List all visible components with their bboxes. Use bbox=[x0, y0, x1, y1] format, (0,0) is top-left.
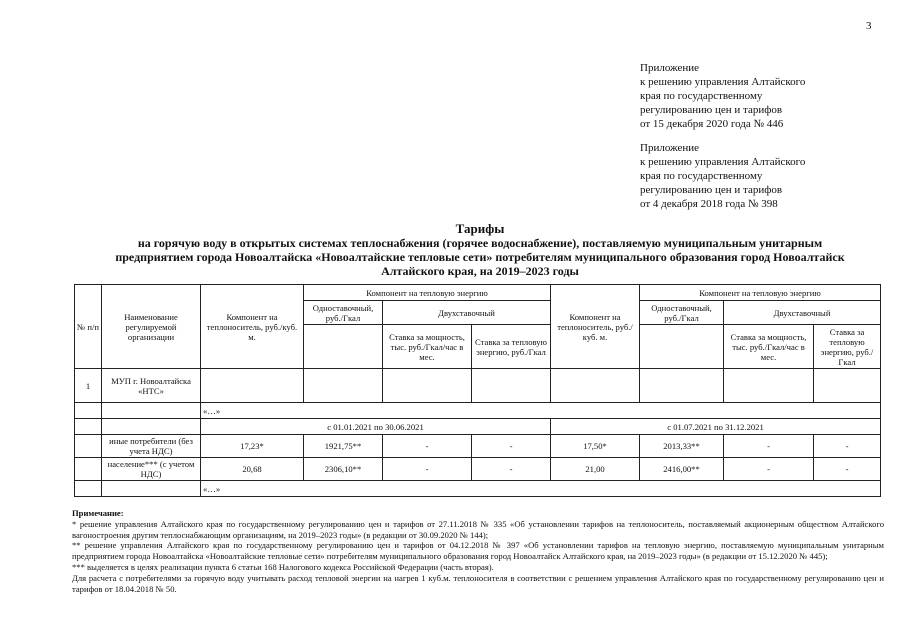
header-number: № п/п bbox=[75, 285, 102, 369]
header-two-rate: Двухставочный bbox=[724, 301, 881, 325]
tariff-value: 21,00 bbox=[551, 458, 640, 481]
appendix-line: Приложение bbox=[640, 142, 700, 154]
empty-cell bbox=[75, 481, 102, 497]
appendix-block-2 bbox=[640, 141, 890, 211]
tariff-value: 2306,10** bbox=[304, 458, 383, 481]
empty-cell bbox=[472, 369, 551, 403]
empty-cell bbox=[201, 369, 304, 403]
empty-cell bbox=[304, 369, 383, 403]
document-title bbox=[60, 222, 900, 278]
tariff-value: - bbox=[814, 435, 881, 458]
tariff-value: 20,68 bbox=[201, 458, 304, 481]
tariff-table bbox=[74, 284, 881, 497]
empty-cell bbox=[102, 419, 201, 435]
row-number: 1 bbox=[75, 369, 102, 403]
title-line: Тарифы bbox=[455, 221, 505, 236]
empty-cell bbox=[383, 369, 472, 403]
tariff-value: - bbox=[383, 458, 472, 481]
empty-cell bbox=[75, 458, 102, 481]
empty-cell bbox=[75, 403, 102, 419]
header-carrier-component: Компонент на теплоноситель, руб./куб. м. bbox=[201, 285, 304, 369]
appendix-line: к решению управления Алтайского bbox=[640, 156, 806, 168]
header-organization: Наименование регулируемой организации bbox=[102, 285, 201, 369]
header-carrier-component: Компонент на теплоноситель, руб./куб. м. bbox=[551, 285, 640, 369]
header-capacity-rate: Ставка за мощность, тыс. руб./Гкал/час в мес. bbox=[724, 325, 814, 369]
tariff-value: - bbox=[724, 458, 814, 481]
tariff-value: 1921,75** bbox=[304, 435, 383, 458]
title-line: предприятием города Новоалтайска «Новоалтайские тепловые сети» потребителям муниципального образования город Новоалтайск bbox=[115, 250, 845, 264]
ellipsis-row: «…» bbox=[201, 403, 881, 419]
note-item: * решение управления Алтайского края по государственному регулированию цен и тарифов от 27.11.2018 № 335 «Об установлении тарифов на теплоноситель, поставляемый акционерным обществом Алтайского вагоностроения другим теплоснабжающим организациям, на 2019–2023 годы» (в редакции от 30.09.2020 № 144); bbox=[72, 518, 884, 540]
appendix-block-1 bbox=[640, 61, 890, 131]
empty-cell bbox=[75, 419, 102, 435]
header-energy-rate: Ставка за тепловую энергию, руб./Гкал bbox=[814, 325, 881, 369]
appendix-line: регулированию цен и тарифов bbox=[640, 104, 783, 116]
ellipsis-row: «…» bbox=[201, 481, 881, 497]
header-one-rate: Одноставочный, руб./Гкал bbox=[304, 301, 383, 325]
empty-cell bbox=[304, 325, 383, 369]
appendix-line: регулированию цен и тарифов bbox=[640, 184, 783, 196]
empty-cell bbox=[724, 369, 814, 403]
title-line: Алтайского края, на 2019–2023 годы bbox=[381, 264, 579, 278]
title-line: на горячую воду в открытых системах теплоснабжения (горячее водоснабжение), поставляемую муниципальным унитарным bbox=[137, 236, 823, 250]
tariff-value: 2013,33** bbox=[640, 435, 724, 458]
header-two-rate: Двухставочный bbox=[383, 301, 551, 325]
note-item: *** выделяется в целях реализации пункта 6 статьи 168 Налогового кодекса Российской Федерации (часть вторая). bbox=[72, 561, 494, 572]
appendix-line: к решению управления Алтайского bbox=[640, 76, 806, 88]
header-energy-component: Компонент на тепловую энергию bbox=[304, 285, 551, 301]
tariff-value: 17,50* bbox=[551, 435, 640, 458]
header-energy-rate: Ставка за тепловую энергию, руб./Гкал bbox=[472, 325, 551, 369]
tariff-value: - bbox=[472, 458, 551, 481]
empty-cell bbox=[640, 325, 724, 369]
appendix-line: от 4 декабря 2018 года № 398 bbox=[640, 198, 778, 210]
empty-cell bbox=[102, 481, 201, 497]
header-capacity-rate: Ставка за мощность, тыс. руб./Гкал/час в мес. bbox=[383, 325, 472, 369]
page-number: 3 bbox=[866, 20, 872, 32]
empty-cell bbox=[75, 435, 102, 458]
appendix-line: края по государственному bbox=[640, 170, 763, 182]
tariff-value: - bbox=[383, 435, 472, 458]
empty-cell bbox=[640, 369, 724, 403]
appendix-line: Приложение bbox=[640, 62, 700, 74]
period-1-header: с 01.01.2021 по 30.06.2021 bbox=[201, 419, 551, 435]
notes-heading: Примечание: bbox=[72, 508, 124, 518]
consumer-label: население*** (с учетом НДС) bbox=[102, 458, 201, 481]
note-item: Для расчета с потребителями за горячую воду учитывать расход тепловой энергии на нагрев 1 куб.м. теплоносителя в соответствии с решением управления Алтайского края по государственному регулированию цен и тарифов от 18.04.2018 № 50. bbox=[72, 572, 884, 594]
organization-name: МУП г. Новоалтайска «НТС» bbox=[102, 369, 201, 403]
tariff-value: 2416,00** bbox=[640, 458, 724, 481]
header-energy-component: Компонент на тепловую энергию bbox=[640, 285, 881, 301]
note-item: ** решение управления Алтайского края по государственному регулированию цен и тарифов от 04.12.2018 № 397 «Об установлении тарифов на тепловую энергию, поставляемую муниципальным унитарным предприятием города Новоалтайска «Новоалтайские тепловые сети» потребителям муниципального образования город Новоалтайск Алтайского края, на 2019–2023 годы» (в редакции от 15.12.2020 № 445); bbox=[72, 540, 884, 562]
tariff-value: 17,23* bbox=[201, 435, 304, 458]
empty-cell bbox=[814, 369, 881, 403]
notes-section bbox=[72, 508, 884, 594]
tariff-value: - bbox=[472, 435, 551, 458]
empty-cell bbox=[102, 403, 201, 419]
header-one-rate: Одноставочный, руб./Гкал bbox=[640, 301, 724, 325]
consumer-label: иные потребители (без учета НДС) bbox=[102, 435, 201, 458]
tariff-value: - bbox=[724, 435, 814, 458]
appendix-line: края по государственному bbox=[640, 90, 763, 102]
tariff-value: - bbox=[814, 458, 881, 481]
appendix-line: от 15 декабря 2020 года № 446 bbox=[640, 118, 784, 130]
empty-cell bbox=[551, 369, 640, 403]
period-2-header: с 01.07.2021 по 31.12.2021 bbox=[551, 419, 881, 435]
